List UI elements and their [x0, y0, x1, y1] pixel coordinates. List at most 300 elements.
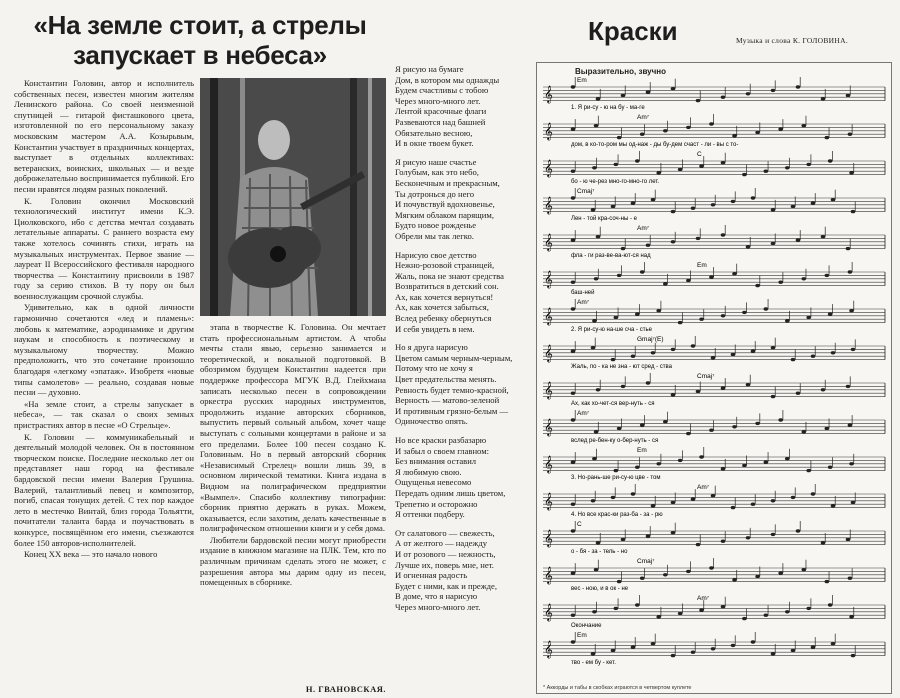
chord-label: Am⁷: [637, 225, 650, 232]
note: [596, 97, 601, 100]
note: [696, 99, 701, 102]
note: [831, 504, 836, 507]
staff: [543, 595, 885, 629]
note: [821, 97, 826, 100]
note: [731, 644, 736, 647]
note: [696, 237, 701, 240]
note: [831, 198, 836, 201]
chord-label: Am⁷: [697, 595, 710, 602]
lyric-line: Цветом самым черным-черным,: [395, 352, 513, 363]
note: [801, 568, 806, 571]
lyric-line: Потому что не хочу я: [395, 363, 473, 374]
note: [732, 272, 737, 275]
note: [771, 89, 776, 92]
note: [671, 501, 676, 504]
lyric-line: Бесконечным и прекрасным,: [395, 177, 500, 188]
note: [771, 346, 776, 349]
note: [711, 494, 716, 497]
note: [825, 274, 830, 277]
note: [594, 568, 599, 571]
lyrics-under-staff: Окончание: [571, 623, 602, 629]
note: [801, 277, 806, 280]
note: [771, 242, 776, 245]
note: [731, 353, 736, 356]
note: [678, 459, 683, 462]
note: [646, 244, 651, 247]
note: [596, 235, 601, 238]
note: [663, 129, 668, 132]
note: [721, 540, 726, 543]
lyric-line: Цвет предательства менять.: [395, 374, 497, 385]
treble-clef-icon: 𝄞: [544, 307, 553, 325]
lyric-line: Жаль, пока не знают средства: [395, 270, 504, 281]
note: [785, 610, 790, 613]
note: [721, 161, 726, 164]
note: [571, 196, 576, 199]
note: [791, 496, 796, 499]
note: [825, 580, 830, 583]
note: [721, 605, 726, 608]
note: [755, 284, 760, 287]
note: [796, 238, 801, 241]
paragraph: Конец XX века — это начало нового: [24, 549, 158, 560]
note: [592, 319, 597, 322]
note: [721, 314, 726, 317]
note: [732, 578, 737, 581]
note: [614, 469, 619, 472]
note: [771, 499, 776, 502]
lyric-line: Без внимания оставил: [395, 456, 477, 467]
note: [611, 205, 616, 208]
note: [699, 318, 704, 321]
lyrics-under-staff: 1. Я ри-су - ю на бу - ма-ге: [571, 105, 645, 111]
author-photo: [200, 78, 386, 316]
note: [656, 309, 661, 312]
note: [656, 615, 661, 618]
note: [571, 170, 576, 173]
note: [848, 270, 853, 273]
note: [778, 418, 783, 421]
sheet-music: [536, 62, 892, 694]
note: [848, 423, 853, 426]
article-headline: «На земле стоит, а стрелы запускает в небеса»: [33, 10, 367, 70]
note: [571, 571, 576, 574]
note: [755, 422, 760, 425]
lyric-line: Мягким облаком парящим,: [395, 209, 494, 220]
paragraph: К. Головин окончил Московский технологический институт имени К.Э. Циолковского, ибо с детства мечтал создавать летательные аппараты. С раннего возраста ему также хотелось сочинять стихи, играть на музыкальных инструментах. Первое звание — лауреат II Всероссийского фестиваля народного творчества — Константину присвоили в 1987 году за серию стихов. В ту пору он был военнослужащим срочной службы.: [14, 195, 194, 301]
lyrics-under-staff: 4. Но все крас-ки раз-ба - за - рю: [571, 512, 663, 518]
note: [678, 168, 683, 171]
lyric-line: И противным грязно-белым —: [395, 405, 509, 416]
note: [592, 457, 597, 460]
note: [796, 85, 801, 88]
chord-label: Em: [637, 447, 647, 454]
note: [851, 348, 856, 351]
paragraph: Константин Головин, автор и исполнитель собственных песен, известен многим жителям Ленинского района. Со своей неизменной спутницей — гитарой фисташкового цвета, изготовленной по его персональному заказу московским мастером А.А. Козырьвым, Константин участвует в праздничных концертах, выступает в отдельных коллективах: ветеранских, воинских, школьных — и везде доброжелательно воспринимается публикой. Его песни нравятся людям разных поколений.: [14, 78, 194, 194]
note: [631, 201, 636, 204]
note: [778, 571, 783, 574]
note: [614, 316, 619, 319]
note: [686, 570, 691, 573]
lyrics-under-staff: баш-ней: [571, 290, 595, 296]
lyrics-under-staff: вслед ре-бен-ку о-бер-нуть - ся: [571, 438, 659, 444]
stanza: [395, 157, 531, 242]
staff: [543, 558, 885, 592]
note: [751, 349, 756, 352]
note: [746, 92, 751, 95]
lyric-line: Через много-много лет.: [395, 95, 481, 106]
note: [699, 608, 704, 611]
note: [640, 270, 645, 273]
chord-label: Cmaj⁷: [577, 188, 595, 195]
chord-label: C: [697, 151, 702, 158]
note: [825, 427, 830, 430]
note: [651, 504, 656, 507]
lyric-line: И почувствуй вдохновенье,: [395, 199, 495, 210]
note: [746, 383, 751, 386]
lyric-line: Но все краски разбазарю: [395, 435, 487, 445]
lyric-line: Я рисую наше счастье: [395, 156, 477, 167]
note: [848, 133, 853, 136]
treble-clef-icon: 𝄞: [544, 159, 553, 177]
note: [778, 281, 783, 284]
lyric-line: Обрели мы так легко.: [395, 230, 474, 241]
treble-clef-icon: 𝄞: [544, 640, 553, 658]
lyric-line: Возвратиться в детский сон.: [395, 281, 499, 292]
note: [846, 94, 851, 97]
lyric-line: Ревность будет темно-красной,: [395, 384, 509, 395]
note: [691, 651, 696, 654]
note: [746, 245, 751, 248]
staff: [543, 225, 885, 259]
note: [571, 503, 576, 506]
lyric-line: Я любимую свою.: [395, 466, 462, 477]
note: [785, 319, 790, 322]
note: [771, 652, 776, 655]
note: [671, 240, 676, 243]
note: [635, 466, 640, 469]
note: [796, 529, 801, 532]
lyric-line: Обязательно весною,: [395, 127, 473, 138]
note: [656, 462, 661, 465]
song-credit: Музыка и слова К. ГОЛОВИНА.: [736, 36, 848, 45]
note: [811, 645, 816, 648]
note: [721, 233, 726, 236]
treble-clef-icon: 𝄞: [544, 529, 553, 547]
note: [631, 355, 636, 358]
lyrics-under-staff: фла - ги раз-ве-ва-ют-ся над: [571, 253, 651, 259]
note: [571, 418, 576, 421]
note: [851, 210, 856, 213]
note: [656, 171, 661, 174]
note: [614, 607, 619, 610]
note: [755, 575, 760, 578]
note: [791, 649, 796, 652]
note: [678, 612, 683, 615]
staff: [543, 114, 885, 148]
note: [732, 425, 737, 428]
lyrics-under-staff: Ах, как хо-чет-ся вер-нуть - ся: [571, 401, 655, 407]
note: [848, 577, 853, 580]
note: [571, 460, 576, 463]
note: [828, 312, 833, 315]
staff: [543, 336, 885, 370]
note: [806, 163, 811, 166]
lyric-line: Нежно-розовой страницей,: [395, 260, 495, 271]
treble-clef-icon: 𝄞: [544, 381, 553, 399]
note: [791, 358, 796, 361]
paragraph: «На земле стоит, а стрелы запускает в небеса», — так сказал о своих земных пристрастиях автор в песне «О Стрельце».: [14, 398, 194, 430]
note: [611, 649, 616, 652]
note: [764, 307, 769, 310]
note: [571, 307, 576, 310]
note: [592, 610, 597, 613]
lyric-line: Будто новое рожденье: [395, 220, 477, 231]
note: [646, 534, 651, 537]
note: [621, 94, 626, 97]
lyric-line: Через много-много лет.: [395, 601, 481, 612]
note: [849, 462, 854, 465]
chord-label: Cmaj⁷: [637, 558, 655, 565]
chord-label: Gmaj⁷(E): [637, 336, 664, 343]
note: [796, 392, 801, 395]
note: [751, 196, 756, 199]
note: [696, 390, 701, 393]
note: [699, 164, 704, 167]
chord-label: Am⁷: [577, 410, 590, 417]
note: [614, 163, 619, 166]
note: [828, 603, 833, 606]
note: [646, 90, 651, 93]
note: [686, 432, 691, 435]
note: [821, 541, 826, 544]
note: [671, 210, 676, 213]
chord-label: Am⁷: [637, 114, 650, 121]
paragraph: К. Головин — коммуникабельный и деятельный молодой человек. Он в постоянном творческом поиске. Последние несколько лет он представляет наш город на фестивале бардовской песни имени Валерия Грушина. Валерий, талантливый певец и композитор, погиб, спасая тонущих детей. С тех пор каждое лето в местечко Винтай, близ города Тольятти, почитатели таланта барда и поучаствовать в конкурсе, посвящённом его имени, съезжаются более 150 авторов-исполнителей.: [14, 431, 194, 548]
lyrics-under-staff: дом, в ко-то-ром мы од-наж - ды бу-дем счаст - ли - вы с то-: [571, 142, 739, 148]
note: [699, 455, 704, 458]
lyric-line: Ах, как хочется вернуться!: [395, 291, 494, 302]
note: [594, 430, 599, 433]
note: [791, 205, 796, 208]
note: [686, 126, 691, 129]
note: [671, 393, 676, 396]
note: [591, 652, 596, 655]
note: [764, 460, 769, 463]
note: [801, 430, 806, 433]
lyrics-under-staff: 3. Но-рань-ше ри-су-ю цве - том: [571, 475, 661, 481]
note: [742, 617, 747, 620]
note: [594, 277, 599, 280]
staff: [543, 410, 885, 444]
treble-clef-icon: 𝄞: [544, 85, 553, 103]
note: [592, 166, 597, 169]
note: [811, 492, 816, 495]
staff: [543, 299, 885, 333]
note: [571, 281, 576, 284]
note: [846, 247, 851, 250]
staff: [543, 373, 885, 407]
note: [721, 96, 726, 99]
lyric-line: И огненная радость: [395, 570, 468, 581]
note: [571, 349, 576, 352]
paragraph: Удивительно, как в одной личности гармонично сочетаются «лед и пламень»: любовь к математике, аэродинамике и другим наукам и способность к поэтическому и музыкальному творчеству. Можно предположить, что это сочетание произошло благодаря «легкому «эпатаж». Изобретя «новые типы самолетов» — реально, создавая новые песни — духовно.: [14, 302, 194, 398]
lyrics-under-staff: о - бя - за - тель - но: [571, 549, 628, 555]
note: [771, 395, 776, 398]
note: [640, 577, 645, 580]
note: [806, 469, 811, 472]
staff: [543, 262, 885, 296]
note: [721, 386, 726, 389]
note: [691, 497, 696, 500]
note: [631, 645, 636, 648]
note: [849, 615, 854, 618]
note: [611, 496, 616, 499]
note: [811, 355, 816, 358]
note: [831, 642, 836, 645]
chord-label: Em: [577, 632, 587, 639]
lyric-line: И себя увидеть в нем.: [395, 323, 475, 334]
paragraph: Любители бардовской песни могут приобрести издание в книжном магазине на ПЛК. Тем, кто по различным причинам сделать этого не может, с разрешения автора мы дарим одну из песен, помещенных в сборнике.: [200, 534, 386, 588]
treble-clef-icon: 𝄞: [544, 603, 553, 621]
note: [709, 429, 714, 432]
stanza: [395, 528, 531, 613]
note: [596, 541, 601, 544]
note: [640, 423, 645, 426]
guitarist-illustration: [200, 78, 386, 316]
staff: [543, 447, 885, 481]
lyrics-under-staff: бо - ю че-рез мно-го-мно-го лет.: [571, 179, 660, 185]
lyric-line: Будем счастливы с тобою: [395, 85, 489, 96]
note: [764, 614, 769, 617]
lyric-line: Голубым, как это небо,: [395, 167, 479, 178]
article-author: Н. ГВАНОВСКАЯ.: [305, 684, 386, 694]
lyric-line: Трепетно и осторожно: [395, 498, 478, 509]
lyrics-under-staff: вес - ною, и в ок - не: [571, 586, 629, 592]
stanza: [395, 435, 531, 520]
note: [742, 173, 747, 176]
note: [617, 136, 622, 139]
chord-label: Cmaj⁷: [697, 373, 715, 380]
lyric-line: Развеваются над башней: [395, 116, 486, 127]
lyric-line: Я рисую на бумаге: [395, 64, 464, 74]
lyrics-under-staff: Жаль, по - ка не зна - ют сред - ства: [571, 364, 672, 370]
note: [571, 85, 576, 88]
staff: [543, 77, 885, 111]
note: [594, 124, 599, 127]
note: [591, 346, 596, 349]
note: [849, 171, 854, 174]
note: [591, 499, 596, 502]
note: [621, 385, 626, 388]
note: [571, 127, 576, 130]
music-staves: [537, 63, 891, 693]
note: [571, 614, 576, 617]
chord-label: Am⁷: [697, 484, 710, 491]
lyric-line: Ах, как хочется забыться,: [395, 302, 489, 313]
note: [771, 208, 776, 211]
note: [635, 603, 640, 606]
lyrics-under-staff: тво - ем бу - кет.: [571, 660, 616, 666]
note: [621, 247, 626, 250]
chord-label: Am⁷: [577, 299, 590, 306]
note: [742, 464, 747, 467]
note: [696, 543, 701, 546]
song-lyrics: [395, 64, 531, 694]
note: [686, 279, 691, 282]
treble-clef-icon: 𝄞: [544, 196, 553, 214]
lyric-line: От салатового — свежесть,: [395, 527, 495, 538]
note: [571, 529, 576, 532]
lyric-line: Лучше их, поверь мне, нет.: [395, 559, 494, 570]
lyric-line: В доме, что я нарисую: [395, 591, 478, 602]
note: [785, 166, 790, 169]
note: [663, 420, 668, 423]
note: [571, 392, 576, 395]
lyric-line: Вслед ребенку обернуться: [395, 313, 492, 324]
chord-label: Em: [697, 262, 707, 269]
chord-label: Em: [577, 77, 587, 84]
note: [691, 344, 696, 347]
treble-clef-icon: 𝄞: [544, 566, 553, 584]
lyric-line: Дом, в котором мы однажды: [395, 74, 500, 85]
lyric-line: И в окне твоем букет.: [395, 138, 474, 149]
lyric-line: Лентой красочные флаги: [395, 106, 487, 117]
note: [751, 640, 756, 643]
lyrics-under-staff: Лен - той кра-соч-ны - е: [571, 216, 637, 222]
note: [635, 312, 640, 315]
note: [671, 87, 676, 90]
note: [846, 385, 851, 388]
note: [731, 506, 736, 509]
note: [746, 536, 751, 539]
lyric-line: Я оттенки подберу.: [395, 509, 465, 520]
note: [571, 640, 576, 643]
note: [617, 580, 622, 583]
note: [651, 198, 656, 201]
chord-label: C: [577, 521, 582, 528]
note: [721, 467, 726, 470]
note: [831, 351, 836, 354]
treble-clef-icon: 𝄞: [544, 492, 553, 510]
note: [828, 466, 833, 469]
note: [635, 159, 640, 162]
note: [678, 321, 683, 324]
staff: [543, 151, 885, 185]
lyric-line: И от розового — нежность,: [395, 548, 496, 559]
note: [785, 457, 790, 460]
note: [806, 607, 811, 610]
note: [821, 235, 826, 238]
tempo-marking: Выразительно, звучно: [575, 67, 666, 76]
note: [771, 533, 776, 536]
lyric-line: Одиночество опять.: [395, 416, 468, 427]
note: [711, 356, 716, 359]
note: [764, 170, 769, 173]
note: [825, 136, 830, 139]
note: [651, 351, 656, 354]
lyric-line: Ощущенья невесомо: [395, 477, 472, 488]
note: [806, 316, 811, 319]
note: [611, 358, 616, 361]
note: [709, 566, 714, 569]
note: [709, 275, 714, 278]
note: [731, 200, 736, 203]
lyric-line: Передать одним лишь цветом,: [395, 487, 506, 498]
note: [711, 647, 716, 650]
staff: [543, 521, 885, 555]
treble-clef-icon: 𝄞: [544, 344, 553, 362]
